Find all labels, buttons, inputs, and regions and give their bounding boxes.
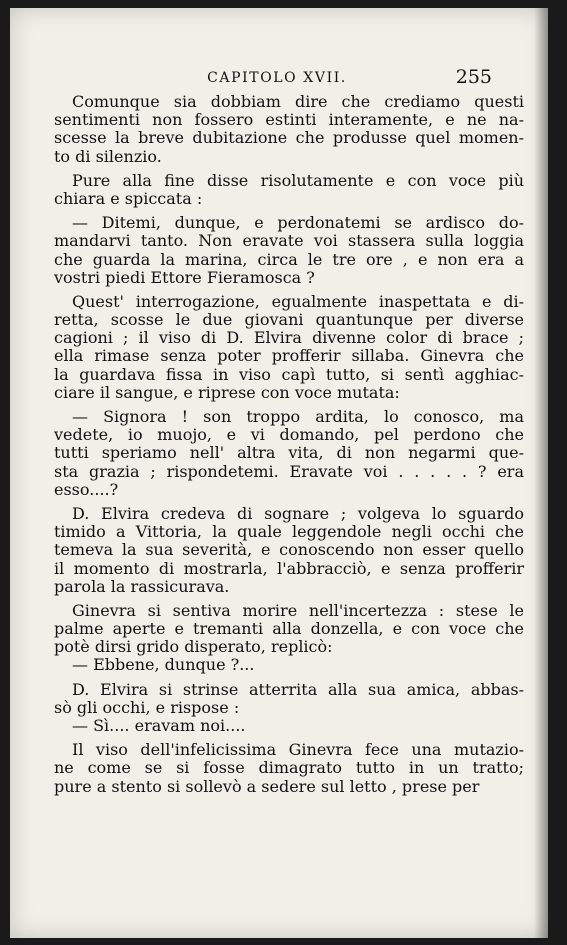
text-line: ella rimase senza poter profferir sillaba. Ginevra che: [54, 346, 524, 366]
text-line: vedete, io muojo, e vi domando, pel perdono che: [54, 425, 524, 445]
text-line: parola la rassicurava.: [54, 576, 230, 596]
text-line: — Sì.... eravam noi....: [72, 716, 246, 735]
text-line: timido a Vittoria, la quale leggendole negli occhi che: [54, 522, 524, 542]
text-line: ciare il sangue, e riprese con voce mutata:: [54, 382, 400, 402]
text-line: D. Elvira credeva di sognare ; volgeva lo sguardo: [72, 503, 524, 523]
paragraph: [54, 602, 524, 657]
text-line: la guardava fissa in viso capì tutto, si sentì agghiac-: [54, 364, 524, 384]
paragraph: [54, 93, 524, 166]
text-line: Il viso dell'infelicissima Ginevra fece una mutazio-: [72, 740, 524, 760]
paragraph: [54, 717, 524, 735]
text-line: sta grazia ; rispondetemi. Eravate voi . . . . . ? era: [54, 461, 524, 481]
text-line: esso....?: [54, 479, 119, 499]
text-line: — Ebbene, dunque ?...: [72, 655, 255, 675]
text-line: sò gli occhi, e rispose :: [54, 697, 240, 717]
text-line: pure a stento si sollevò a sedere sul letto , prese per: [54, 776, 480, 796]
text-line: Comunque sia dobbiam dire che crediamo questi: [72, 92, 524, 111]
text-line: vostri piedi Ettore Fieramosca ?: [54, 267, 315, 287]
text-line: — Ditemi, dunque, e perdonatemi se ardisco do-: [72, 213, 524, 233]
text-line: retta, scosse le due giovani quantunque per diverse: [54, 310, 524, 330]
page-gutter-shadow: [534, 8, 548, 938]
paragraph: [54, 214, 524, 287]
paragraph: [54, 681, 524, 717]
text-line: tutti speriamo nell' altra vita, di non negarmi que-: [54, 443, 524, 463]
paragraph: [54, 656, 524, 674]
running-title: CAPITOLO XVII.: [207, 70, 347, 86]
paragraph: [54, 741, 524, 796]
page-header: [62, 66, 492, 92]
paragraph: [54, 505, 524, 596]
book-page: [10, 8, 548, 938]
text-line: — Signora ! son troppo ardita, lo conosco, ma: [72, 407, 524, 426]
text-line: chiara e spiccata :: [54, 188, 203, 208]
text-line: che guarda la marina, circa le tre ore , e non era a: [54, 249, 524, 269]
text-line: to di silenzio.: [54, 146, 162, 166]
paragraph: [54, 172, 524, 208]
text-line: ne come se si fosse dimagrato tutto in un tratto;: [54, 758, 524, 778]
text-line: Quest' interrogazione, egualmente inaspettata e di-: [72, 291, 524, 311]
paragraph: [54, 293, 524, 402]
paragraph: [54, 408, 524, 499]
page-number: 255: [455, 66, 492, 88]
text-line: temeva la sua severità, e conoscendo non esser quello: [54, 540, 524, 560]
text-line: D. Elvira si strinse atterrita alla sua amica, abbas-: [72, 679, 524, 699]
text-line: sentimenti non fossero estinti interamente, e ne na-: [54, 110, 524, 130]
text-line: il momento di mostrarla, l'abbracciò, e senza profferir: [54, 558, 524, 578]
text-line: palme aperte e tremanti alla donzella, e con voce che: [54, 619, 524, 639]
text-line: mandarvi tanto. Non eravate voi stassera sulla loggia: [54, 231, 524, 251]
text-line: Ginevra si sentiva morire nell'incertezza : stese le: [72, 600, 524, 620]
text-line: scesse la breve dubitazione che produsse quel momen-: [54, 128, 524, 148]
text-line: Pure alla fine disse risolutamente e con voce più: [72, 170, 524, 190]
text-line: potè dirsi grido disperato, replicò:: [54, 637, 333, 657]
page-text: [54, 93, 524, 796]
text-line: cagioni ; il viso di D. Elvira divenne color di brace ;: [54, 328, 524, 348]
